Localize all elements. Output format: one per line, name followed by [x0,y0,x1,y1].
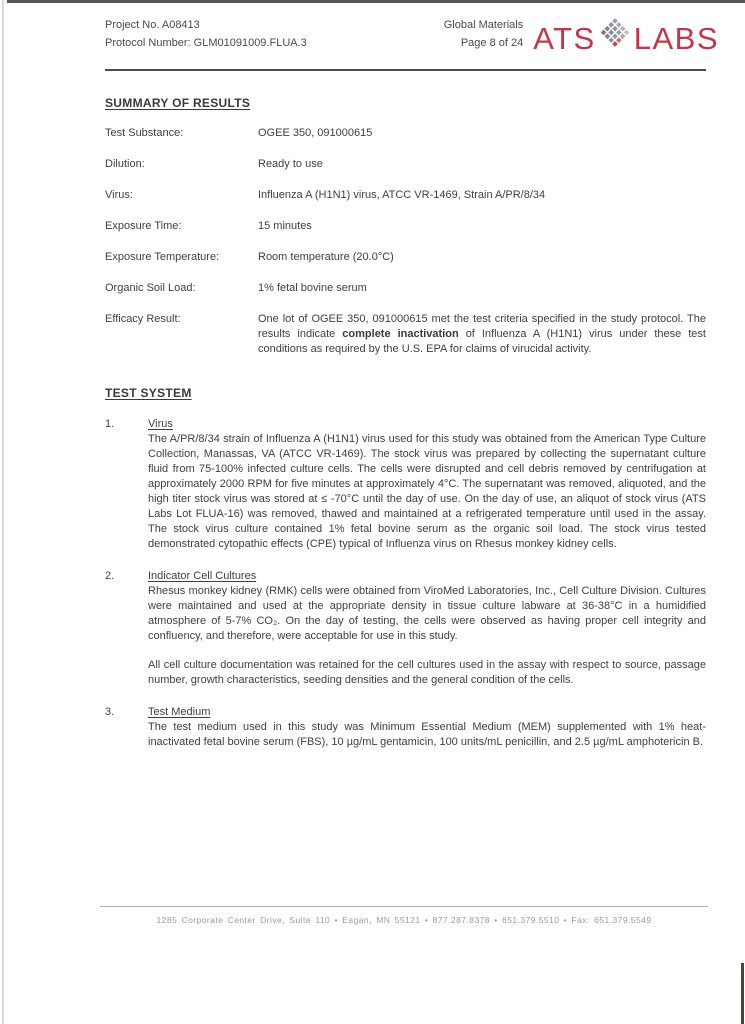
summary-row-organic-soil-load [105,281,706,296]
footer-divider-rule [100,906,708,907]
row-value: OGEE 350, 091000615 [258,127,373,139]
item-number: 1. [105,418,115,430]
scan-artifact-bottom-right-edge [741,963,744,1024]
row-label: Dilution: [105,158,145,170]
efficacy-text-bold: complete inactivation [342,328,459,340]
item-heading: Virus [148,418,173,430]
row-label: Virus: [105,189,133,201]
test-system-section [105,384,706,750]
item-heading: Indicator Cell Cultures [148,570,257,582]
item-number: 2. [105,570,115,582]
summary-row-efficacy-result [105,312,706,357]
summary-row-test-substance [105,126,706,141]
row-label: Test Substance: [105,127,184,139]
item-paragraph: Rhesus monkey kidney (RMK) cells were obtained from ViroMed Laboratories, Inc., Cell Culture Division. Cultures were maintained and used at the appropriate density in tissue culture labware at 36-38°C in a humidified atmosphere of 5-7% CO₂. On the day of testing, the cells were observed as having proper cell integrity and confluency, and therefore, were acceptable for use in this study. [148,585,706,642]
scan-artifact-left-edge [2,0,4,1024]
logo-text-labs: LABS [633,20,719,56]
summary-section-title: SUMMARY OF RESULTS [105,96,251,110]
item-paragraph: All cell culture documentation was retained for the cell cultures used in the assay with respect to source, passage number, growth characteristics, seeding densities and the general condition of the cells. [148,659,706,686]
summary-row-exposure-temperature [105,250,706,265]
row-label: Exposure Temperature: [105,251,220,263]
row-value: Room temperature (20.0°C) [258,251,394,263]
item-paragraph: The A/PR/8/34 strain of Influenza A (H1N1) virus used for this study was obtained from the American Type Culture Collection, Manassas, VA (ATCC VR-1469). The stock virus was prepared by collecting the supernatant culture fluid from 75-100% infected culture cells. The cells were disrupted and cell debris removed by centrifugation at approximately 2000 RPM for five minutes at approximately 4°C. The supernatant was removed, aliquoted, and the high titer stock virus was stored at ≤ -70°C until the day of use. On the day of use, an aliquot of stock virus (ATS Labs Lot FLUA-16) was removed, thawed and maintained at a refrigerated temperature until used in the assay. The stock virus culture contained 1% fetal bovine serum as the organic soil load. The stock virus tested demonstrated cytopathic effects (CPE) typical of Influenza virus on Rhesus monkey kidney cells. [148,433,706,550]
header-right-block [444,16,523,52]
test-system-item-virus [105,417,706,552]
item-body [148,705,706,750]
item-body [148,417,706,552]
document-body [105,94,706,750]
test-system-item-test-medium [105,705,706,750]
row-value: 15 minutes [258,220,312,232]
row-value: 1% fetal bovine serum [258,282,367,294]
item-heading: Test Medium [148,706,211,718]
row-label: Efficacy Result: [105,313,181,325]
protocol-number: Protocol Number: GLM01091009.FLUA.3 [105,37,307,49]
page-footer [100,906,708,925]
item-body [148,569,706,688]
logo-ats-labs [533,18,719,58]
test-system-item-indicator-cell-cultures [105,569,706,688]
efficacy-text-after: of Influenza A (H1N1) virus under these test conditions as required by the U.S. EPA for claims of virucidal activity. [258,328,706,355]
project-number: Project No. A08413 [105,19,200,31]
logo-text-ats: ATS [533,20,596,56]
summary-row-dilution [105,157,706,172]
efficacy-result-text [258,312,706,357]
page-number: Page 8 of 24 [460,37,524,49]
item-number: 3. [105,706,115,718]
row-label: Organic Soil Load: [105,282,196,294]
header-left-block [105,16,444,52]
item-paragraph: The test medium used in this study was Minimum Essential Medium (MEM) supplemented with 1% heat-inactivated fetal bovine serum (FBS), 10 µg/mL gentamicin, 100 units/mL penicillin, and 2.5 µg/mL amphotericin B. [148,721,706,748]
row-value: Influenza A (H1N1) virus, ATCC VR-1469, Strain A/PR/8/34 [258,189,546,201]
footer-address: 1285 Corporate Center Drive, Suite 110 • Eagan, MN 55121 • 877.287.8378 • 651.379.5510 • Fax: 651.379.5549 [156,915,652,925]
department-label: Global Materials [443,19,524,31]
diamond-lattice-icon [598,17,632,55]
test-system-section-title: TEST SYSTEM [105,386,192,400]
row-value: Ready to use [258,158,323,170]
summary-row-virus [105,188,706,203]
summary-of-results-section [105,94,706,357]
row-label: Exposure Time: [105,220,182,232]
scan-artifact-top-edge [7,0,745,3]
efficacy-text-before: One lot of OGEE 350, 091000615 met the test criteria specified in the study protocol. The results indicate [258,313,706,340]
page-header [105,16,719,58]
header-divider-rule [105,69,706,71]
summary-row-exposure-time [105,219,706,234]
